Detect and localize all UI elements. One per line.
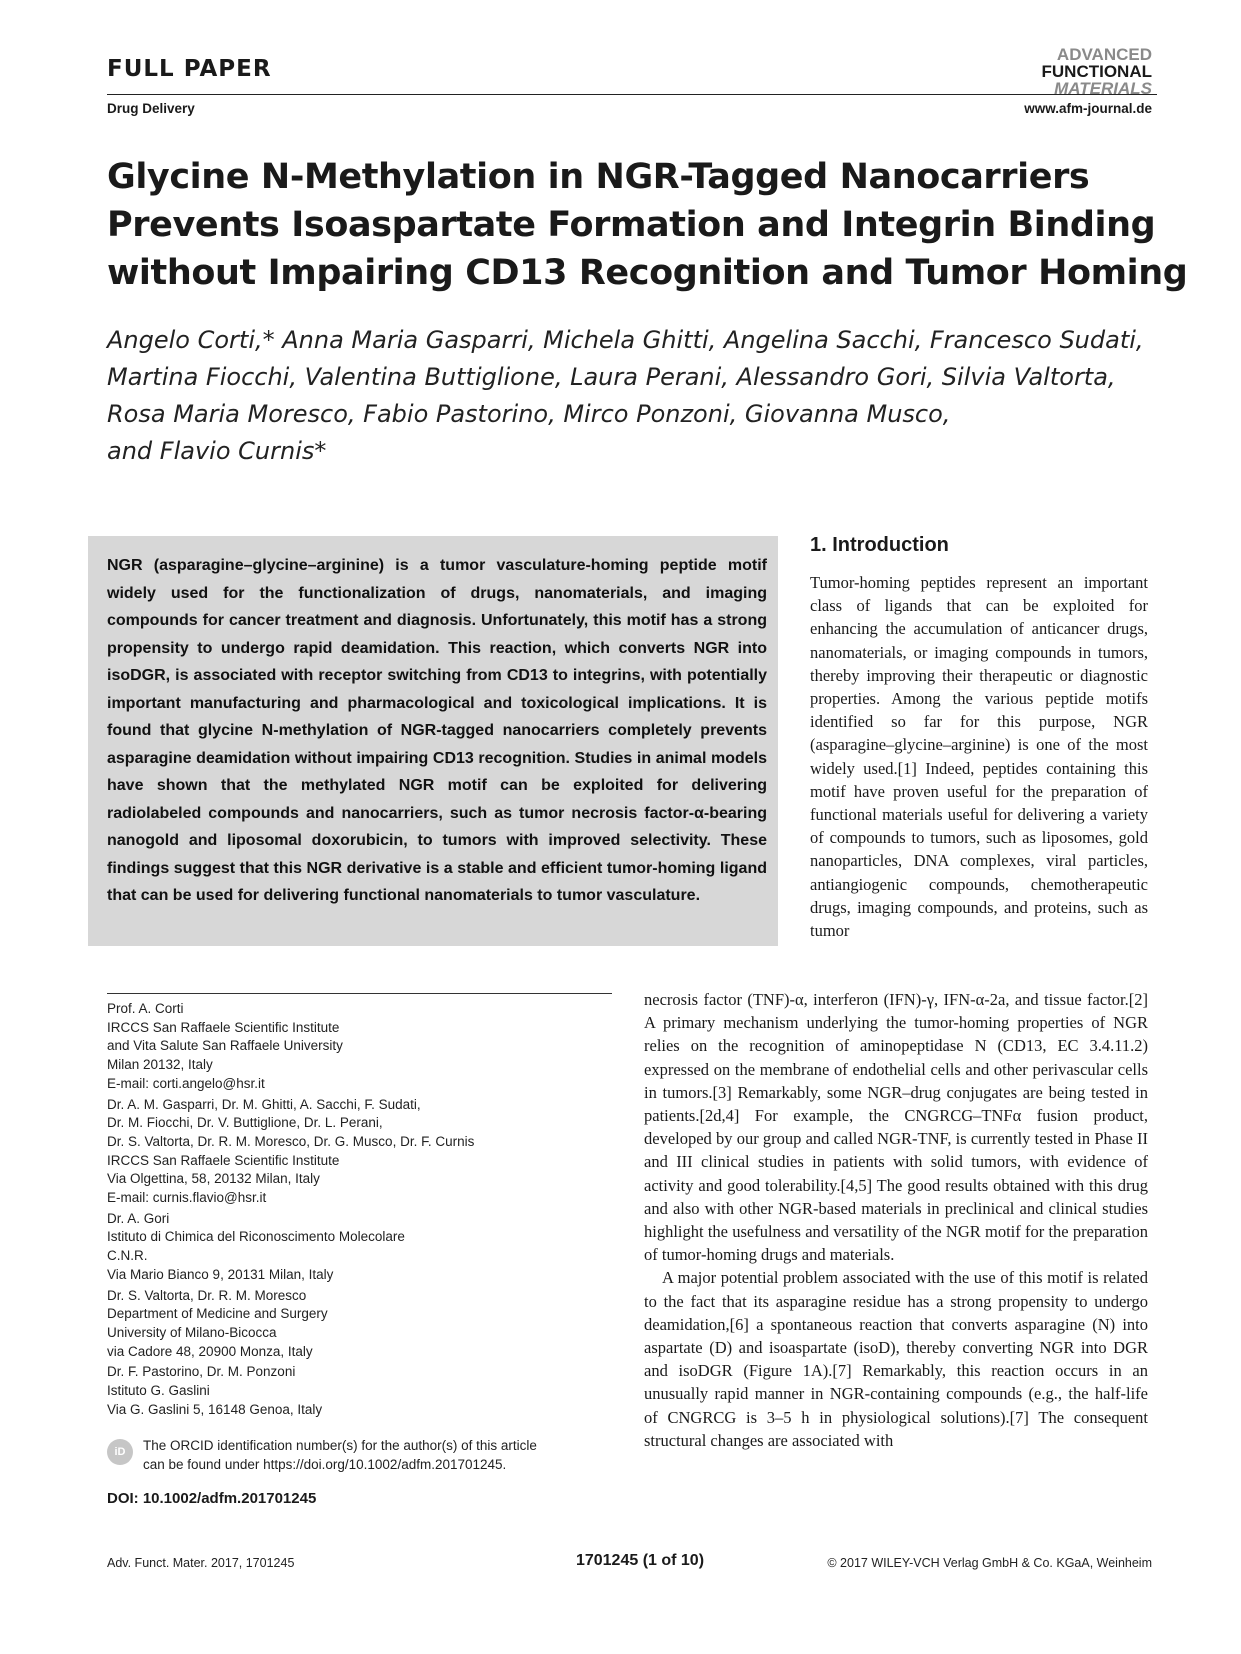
orcid-line-1: The ORCID identification number(s) for the author(s) of this article xyxy=(143,1438,537,1453)
author-line-4: and Flavio Curnis* xyxy=(107,437,327,465)
affiliation-line: Dr. M. Fiocchi, Dr. V. Buttiglione, Dr. L. Perani, xyxy=(107,1115,383,1131)
affiliations xyxy=(107,1000,612,1421)
affiliation-line: Milan 20132, Italy xyxy=(107,1057,213,1073)
affiliation-line: Dr. A. M. Gasparri, Dr. M. Ghitti, A. Sacchi, F. Sudati, xyxy=(107,1096,421,1112)
intro-paragraph-1a: Tumor-homing peptides represent an important class of ligands that can be exploited for enhancing the accumulation of anticancer drugs, nanomaterials, or imaging compounds in tumors, thereby improving their therapeutic or diagnostic properties. Among the various peptide motifs identified so far for this purpose, NGR (asparagine–glycine–arginine) is one of the most widely used.[1] Indeed, peptides containing this motif have proven useful for the preparation of functional materials useful for delivering a variety of compounds to tumors, such as liposomes, gold nanoparticles, DNA complexes, viral particles, antiangiogenic compounds, chemotherapeutic drugs, imaging compounds, and proteins, such as tumor xyxy=(810,573,1148,941)
journal-logo-line1: ADVANCED xyxy=(1056,45,1152,64)
affiliation-line: IRCCS San Raffaele Scientific Institute xyxy=(107,1019,340,1035)
affiliation-line: University of Milano-Bicocca xyxy=(107,1324,277,1340)
affiliation-line: Dr. A. Gori xyxy=(107,1210,170,1226)
affiliation-line: Istituto G. Gaslini xyxy=(107,1383,210,1399)
author-line-3: Rosa Maria Moresco, Fabio Pastorino, Mirco Ponzoni, Giovanna Musco, xyxy=(107,400,951,428)
affiliation-line: and Vita Salute San Raffaele University xyxy=(107,1038,343,1054)
affiliation-block-2 xyxy=(107,1096,612,1208)
affiliation-block-1 xyxy=(107,1000,612,1094)
footer-citation: Adv. Funct. Mater. 2017, 1701245 xyxy=(107,1556,295,1570)
affiliation-line: Istituto di Chimica del Riconoscimento Molecolare xyxy=(107,1229,405,1245)
introduction-heading: 1. Introduction xyxy=(810,534,949,556)
orcid-icon[interactable]: iD xyxy=(107,1439,133,1465)
header-label: FULL PAPER xyxy=(107,56,272,82)
affiliation-line: Via G. Gaslini 5, 16148 Genoa, Italy xyxy=(107,1401,323,1417)
paper-title xyxy=(107,153,1188,297)
title-line-3: without Impairing CD13 Recognition and Tumor Homing xyxy=(107,253,1188,293)
title-line-1: Glycine N-Methylation in NGR-Tagged Nanocarriers xyxy=(107,157,1090,197)
affiliation-line: Via Olgettina, 58, 20132 Milan, Italy xyxy=(107,1171,320,1187)
orcid-line-2[interactable]: can be found under https://doi.org/10.1002/adfm.201701245. xyxy=(143,1456,507,1472)
affiliation-line: Department of Medicine and Surgery xyxy=(107,1306,328,1322)
intro-paragraph-2: A major potential problem associated with the use of this motif is related to the fact that its asparagine residue has a strong propensity to undergo deamidation,[6] a spontaneous reaction that converts asparagine (N) into aspartate (D) and isoaspartate (isoD), thereby converting NGR into DGR and isoDGR (Figure 1A).[7] Remarkably, this reaction occurs in an unusually rapid manner in NGR-containing compounds (e.g., the half-life of CNGRCG is 3–5 h in physiological solutions).[7] The consequent structural changes are associated with xyxy=(644,1268,1148,1450)
journal-url[interactable]: www.afm-journal.de xyxy=(1024,101,1152,116)
intro-paragraph-1b: necrosis factor (TNF)-α, interferon (IFN)-γ, IFN-α-2a, and tissue factor.[2] A primary mechanism underlying the tumor-homing properties of NGR relies on the recognition of aminopeptidase N (CD13, EC 3.4.11.2) expressed on the membrane of endothelial cells and other perivascular cells in tumors.[3] Remarkably, some NGR–drug conjugates are being tested in patients.[2d,4] For example, the CNGRCG–TNFα fusion product, developed by our group and called NGR-TNF, is currently tested in Phase II and III clinical studies in patients with solid tumors, with evidence of activity and good tolerability.[4,5] The good results obtained with this drug and also with other NGR-based materials in preclinical and clinical studies highlight the usefulness and versatility of the NGR motif for the preparation of tumor-homing drugs and materials. xyxy=(644,990,1148,1265)
affiliation-line: Via Mario Bianco 9, 20131 Milan, Italy xyxy=(107,1266,334,1282)
affiliation-line: Dr. S. Valtorta, Dr. R. M. Moresco xyxy=(107,1287,307,1303)
introduction-text-narrow xyxy=(810,571,1148,942)
affiliation-line: IRCCS San Raffaele Scientific Institute xyxy=(107,1152,340,1168)
orcid-text xyxy=(143,1437,623,1474)
doi[interactable]: DOI: 10.1002/adfm.201701245 xyxy=(107,1490,317,1507)
title-line-2: Prevents Isoaspartate Formation and Integrin Binding xyxy=(107,205,1156,245)
affiliation-line: C.N.R. xyxy=(107,1248,148,1264)
affiliation-email[interactable]: E-mail: curnis.flavio@hsr.it xyxy=(107,1190,267,1206)
affiliation-line: Dr. F. Pastorino, Dr. M. Ponzoni xyxy=(107,1364,296,1380)
header-section: Drug Delivery xyxy=(107,101,195,116)
journal-logo-line2: FUNCTIONAL xyxy=(1041,62,1152,81)
author-line-2: Martina Fiocchi, Valentina Buttiglione, Laura Perani, Alessandro Gori, Silvia Valtorta, xyxy=(107,363,1116,391)
affiliation-rule xyxy=(107,993,612,994)
affiliation-line: Dr. S. Valtorta, Dr. R. M. Moresco, Dr. G. Musco, Dr. F. Curnis xyxy=(107,1133,475,1149)
author-line-1: Angelo Corti,* Anna Maria Gasparri, Michela Ghitti, Angelina Sacchi, Francesco Sudati, xyxy=(107,326,1144,354)
footer-page-number: 1701245 (1 of 10) xyxy=(575,1552,705,1569)
affiliation-block-3 xyxy=(107,1210,612,1285)
affiliation-block-5 xyxy=(107,1363,612,1419)
footer-copyright: © 2017 WILEY-VCH Verlag GmbH & Co. KGaA, Weinheim xyxy=(827,1556,1152,1570)
author-list xyxy=(107,322,1207,470)
affiliation-line: via Cadore 48, 20900 Monza, Italy xyxy=(107,1343,313,1359)
affiliation-line: Prof. A. Corti xyxy=(107,1001,184,1016)
abstract-text: NGR (asparagine–glycine–arginine) is a tumor vasculature-homing peptide motif widely used for the functionalization of drugs, nanomaterials, and imaging compounds for cancer treatment and diagnosis. Unfortunately, this motif has a strong propensity to undergo rapid deamidation. This reaction, which converts NGR into isoDGR, is associated with receptor switching from CD13 to integrins, with potentially important manufacturing and pharmacological and toxicological implications. It is found that glycine N-methylation of NGR-tagged nanocarriers completely prevents asparagine deamidation without impairing CD13 recognition. Studies in animal models have shown that the methylated NGR motif can be exploited for delivering radiolabeled compounds and nanocarriers, such as tumor necrosis factor-α-bearing nanogold and liposomal doxorubicin, to tumors with improved selectivity. These findings suggest that this NGR derivative is a stable and efficient tumor-homing ligand that can be used for delivering functional nanomaterials to tumor vasculature. xyxy=(107,557,767,904)
introduction-text-wide xyxy=(644,988,1148,1452)
affiliation-block-4 xyxy=(107,1287,612,1362)
journal-logo xyxy=(1000,46,1152,97)
affiliation-email[interactable]: E-mail: corti.angelo@hsr.it xyxy=(107,1075,265,1091)
journal-logo-line3: MATERIALS xyxy=(1054,79,1152,98)
